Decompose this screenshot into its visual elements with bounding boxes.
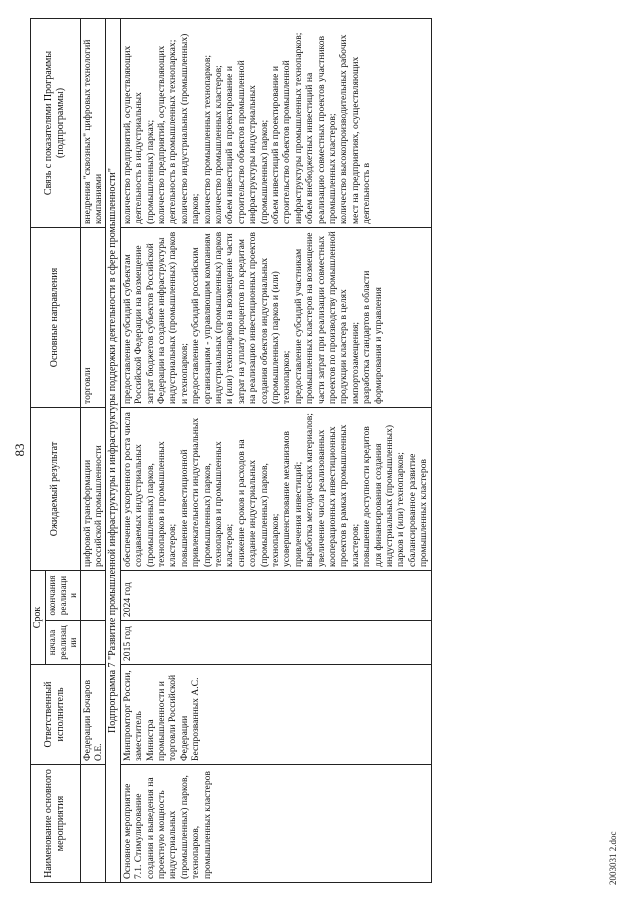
header-link: Связь с показателями Программы (подпрограммы) bbox=[31, 19, 81, 228]
link-item: количество предприятий, осуществляющих деятельность в индустриальных (промышленных) парках; bbox=[121, 45, 156, 224]
link-item: объем внебюджетных инвестиций на реализацию совместных проектов участников промышленных кластеров; bbox=[304, 35, 339, 224]
link-item: количество высокопроизводительных рабочих мест на предприятиях, осуществляющих деятельность в bbox=[338, 34, 373, 224]
direction-item: предоставление субсидий российским организациям - управляющим компаниям индустриальных (промышленных) парков и (или) технопарков на возмещение части затрат на уплату процентов по кредитам на реализацию инвестиционных проектов создания объектов индустриальных (промышленных) парков и (или) технопарков; bbox=[190, 231, 293, 404]
header-directions: Основные направления bbox=[31, 228, 81, 408]
row-end: 2024 год bbox=[120, 571, 431, 621]
document-file-id: 2003031 2.doc bbox=[608, 831, 618, 885]
cont-name bbox=[80, 765, 106, 883]
header-start: начала реализации bbox=[46, 621, 81, 665]
result-item: сбалансированное развитие промышленных кластеров bbox=[406, 453, 430, 567]
cont-directions: торговли bbox=[80, 228, 106, 408]
link-item: количество индустриальных (промышленных) парков; bbox=[178, 33, 202, 224]
program-table bbox=[30, 18, 432, 883]
result-item: усовершенствование механизмов привлечения инвестиций; bbox=[281, 431, 304, 567]
cont-start bbox=[80, 621, 106, 665]
row-name: Основное мероприятие 7.1. Стимулирование создания и выведения на проектную мощность индустриальных (промышленных) парков, технопарков, промышленных кластеров bbox=[120, 765, 431, 883]
cont-link: внедрения "сквозных" цифровых технологий компаниями bbox=[80, 19, 106, 228]
link-item: количество промышленных технопарков; bbox=[201, 54, 213, 224]
result-item: увеличение числа реализованных кооперационных инвестиционных проектов в рамках промышленных кластеров; bbox=[315, 424, 361, 567]
result-item: обеспечение ускоренного роста числа создаваемых индустриальных (промышленных) парков, технопарков и промышленных кластеров; bbox=[121, 412, 179, 567]
row-result bbox=[120, 408, 431, 571]
header-term: Срок bbox=[31, 571, 46, 665]
row-link bbox=[120, 19, 431, 228]
result-item: повышение инвестиционной привлекательности индустриальных (промышленных) парков, технопарков и промышленных кластеров; bbox=[178, 417, 236, 567]
header-name: Наименование основного мероприятия bbox=[31, 765, 81, 883]
link-item: количество промышленных кластеров; bbox=[212, 65, 224, 224]
table-row bbox=[120, 19, 431, 883]
result-item: выработка методических материалов; bbox=[304, 413, 316, 567]
direction-item: разработка стандартов в области формирования и управления bbox=[361, 270, 384, 404]
header-responsible: Ответственный исполнитель bbox=[31, 665, 81, 765]
direction-item: предоставление субсидий субъектам Российской Федерации на возмещение затрат бюджетов субъектов Российской Федерации на создание инфраструктуры индустриальных (промышленных) парков и технопарков; bbox=[121, 231, 190, 404]
row-responsible: Минпромторг России, заместитель Министра промышленности и торговли Российской Федерации Беспрозванных А.С. bbox=[120, 665, 431, 765]
cont-end bbox=[80, 571, 106, 621]
result-item: повышение доступности кредитов для финансирования создания индустриальных (промышленных) парков и (или) технопарков; bbox=[361, 424, 407, 567]
rotated-content bbox=[8, 15, 628, 885]
link-item: объем инвестиций в проектирование и строительство объектов промышленной инфраструктуры промышленных технопарков; bbox=[270, 32, 304, 224]
cont-result: цифровой трансформации российской промышленности bbox=[80, 408, 106, 571]
direction-item: предоставление субсидий участникам промышленных кластеров на возмещение части затрат при реализации совместных проектов по производству промышленной продукции кластера в целях импортозамещения; bbox=[292, 231, 361, 404]
row-directions bbox=[120, 228, 431, 408]
cont-responsible: Федерации Бочаров О.Е. bbox=[80, 665, 106, 765]
header-result: Ожидаемый результат bbox=[31, 408, 81, 571]
header-row bbox=[31, 19, 46, 883]
subprogram-row bbox=[106, 19, 120, 883]
result-item: снижение сроков и расходов на создание индустриальных (промышленных) парков, технопарков; bbox=[235, 439, 281, 567]
continuation-row bbox=[80, 19, 106, 883]
header-end: окончания реализации bbox=[46, 571, 81, 621]
link-item: количество предприятий, осуществляющих деятельность в промышленных технопарках; bbox=[155, 39, 179, 224]
subprogram-title: Подпрограмма 7 "Развитие промышленной инфраструктуры и инфраструктуры поддержки деятельности в сфере промышленности" bbox=[106, 19, 120, 883]
page-number: 83 bbox=[12, 443, 27, 457]
link-item: объем инвестиций в проектирование и строительство объектов промышленной инфраструктуры индустриальных (промышленных) парков; bbox=[224, 60, 270, 224]
row-start: 2015 год bbox=[120, 621, 431, 665]
